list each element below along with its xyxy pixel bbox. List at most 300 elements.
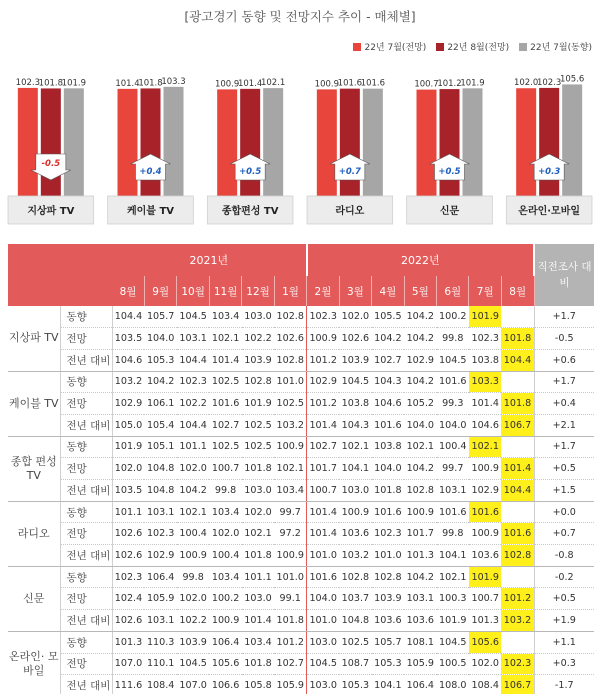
value-cell: 104.4 <box>177 349 209 371</box>
value-cell: 101.8 <box>274 610 306 632</box>
bar-value-label: 105.6 <box>559 74 585 85</box>
bar-chart <box>0 34 600 230</box>
bar-value-label: 100.7 <box>414 79 439 90</box>
value-cell: 101.6 <box>372 501 404 523</box>
value-cell: 101.6 <box>437 371 469 393</box>
value-cell: 101.7 <box>307 458 339 480</box>
value-cell: 105.2 <box>404 393 436 415</box>
value-cell: 100.9 <box>339 501 371 523</box>
value-cell: 102.6 <box>339 328 371 350</box>
value-cell: 106.4 <box>404 675 436 694</box>
value-cell: 101.7 <box>404 523 436 545</box>
table-row <box>8 436 594 458</box>
value-cell: 102.3 <box>469 328 501 350</box>
prev-diff-cell: +1.9 <box>534 610 594 632</box>
value-cell: 102.9 <box>112 393 144 415</box>
value-cell: 102.1 <box>437 566 469 588</box>
value-cell: 105.7 <box>144 306 176 328</box>
value-cell: 102.1 <box>242 523 274 545</box>
value-cell: 103.0 <box>339 480 371 502</box>
metric-label: 전년 대비 <box>60 610 112 632</box>
prev-diff-cell: +2.1 <box>534 414 594 436</box>
value-cell: 99.8 <box>437 328 469 350</box>
value-cell: 102.9 <box>307 371 339 393</box>
value-cell: 100.9 <box>274 436 306 458</box>
prev-diff-cell: +1.5 <box>534 480 594 502</box>
value-cell: 102.7 <box>372 349 404 371</box>
value-cell: 102.0 <box>209 523 241 545</box>
value-cell: 104.0 <box>437 414 469 436</box>
value-cell: 102.1 <box>274 458 306 480</box>
value-cell: 104.2 <box>177 480 209 502</box>
bar-value-label: 100.9 <box>214 79 240 90</box>
value-cell: 104.8 <box>339 610 371 632</box>
value-cell: 104.8 <box>144 458 176 480</box>
value-cell: 101.6 <box>307 566 339 588</box>
value-cell: 103.1 <box>144 610 176 632</box>
table-row <box>8 631 594 653</box>
metric-label: 동향 <box>60 436 112 458</box>
value-cell: 102.3 <box>501 653 534 675</box>
bar-value-label: 102.3 <box>536 77 562 88</box>
value-cell: 101.6 <box>469 501 501 523</box>
value-cell: 99.8 <box>177 566 209 588</box>
month-header: 11월 <box>209 276 241 306</box>
value-cell: 100.4 <box>209 545 241 567</box>
value-cell: 99.8 <box>209 480 241 502</box>
change-label: +0.5 <box>239 167 262 177</box>
value-cell: 101.9 <box>469 306 501 328</box>
value-cell: 102.0 <box>112 458 144 480</box>
category-label: 종합편성 TV <box>221 206 279 217</box>
value-cell: 104.0 <box>144 328 176 350</box>
value-cell: 102.8 <box>274 306 306 328</box>
category-label: 지상파 TV <box>27 206 75 217</box>
value-cell: 108.4 <box>144 675 176 694</box>
month-header: 6월 <box>437 276 469 306</box>
year-2022-header: 2022년 <box>307 244 534 276</box>
month-header: 8월 <box>501 276 534 306</box>
value-cell: 106.6 <box>209 675 241 694</box>
chart-title: [광고경기 동향 및 전망지수 추이 - 매체별] <box>184 9 416 24</box>
value-cell: 105.0 <box>112 414 144 436</box>
table-row <box>8 566 594 588</box>
value-cell: 103.2 <box>501 610 534 632</box>
value-cell: 101.6 <box>437 501 469 523</box>
media-label: 온라인· 모바일 <box>8 631 60 694</box>
bar <box>463 88 483 196</box>
value-cell: 103.9 <box>242 349 274 371</box>
value-cell: 102.6 <box>274 328 306 350</box>
value-cell: 102.1 <box>177 501 209 523</box>
value-cell <box>501 371 534 393</box>
value-cell: 99.8 <box>437 523 469 545</box>
value-cell: 101.0 <box>372 545 404 567</box>
value-cell: 108.7 <box>339 653 371 675</box>
prev-diff-cell: +0.3 <box>534 653 594 675</box>
metric-label: 전망 <box>60 328 112 350</box>
value-cell: 104.5 <box>177 653 209 675</box>
value-cell: 102.8 <box>242 371 274 393</box>
value-cell: 102.7 <box>274 653 306 675</box>
change-label: +0.3 <box>538 167 561 177</box>
value-cell: 100.9 <box>209 610 241 632</box>
value-cell: 100.5 <box>437 653 469 675</box>
value-cell: 108.4 <box>469 675 501 694</box>
month-header: 5월 <box>404 276 436 306</box>
value-cell: 100.9 <box>274 545 306 567</box>
metric-label: 전년 대비 <box>60 545 112 567</box>
bar <box>263 88 283 196</box>
value-cell: 102.1 <box>209 328 241 350</box>
value-cell: 105.9 <box>274 675 306 694</box>
value-cell: 101.9 <box>469 566 501 588</box>
change-label: +0.4 <box>139 167 162 177</box>
value-cell: 103.9 <box>372 588 404 610</box>
value-cell: 108.0 <box>437 675 469 694</box>
value-cell: 104.2 <box>404 566 436 588</box>
value-cell: 102.7 <box>307 436 339 458</box>
year-2021-header: 2021년 <box>112 244 307 276</box>
bar-value-label: 101.9 <box>460 78 485 89</box>
value-cell: 104.1 <box>437 545 469 567</box>
bar-chart-svg <box>0 34 600 230</box>
value-cell: 107.0 <box>112 653 144 675</box>
value-cell: 104.5 <box>437 349 469 371</box>
metric-label: 전년 대비 <box>60 480 112 502</box>
table-row <box>8 675 594 694</box>
bar-value-label: 102.3 <box>15 77 41 88</box>
value-cell: 97.2 <box>274 523 306 545</box>
value-cell: 101.8 <box>501 328 534 350</box>
value-cell: 103.2 <box>339 545 371 567</box>
value-cell: 101.4 <box>242 610 274 632</box>
value-cell: 103.0 <box>307 631 339 653</box>
value-cell: 101.6 <box>501 523 534 545</box>
value-cell: 100.7 <box>307 480 339 502</box>
change-label: +0.7 <box>338 167 361 177</box>
value-cell: 102.9 <box>144 545 176 567</box>
value-cell: 103.4 <box>209 306 241 328</box>
prev-diff-cell: +0.6 <box>534 349 594 371</box>
value-cell: 99.3 <box>437 393 469 415</box>
value-cell: 102.2 <box>242 328 274 350</box>
value-cell: 104.1 <box>372 675 404 694</box>
value-cell: 104.2 <box>404 328 436 350</box>
data-table <box>8 244 594 694</box>
bar <box>417 90 437 196</box>
value-cell: 102.3 <box>144 523 176 545</box>
value-cell: 103.7 <box>339 588 371 610</box>
value-cell: 102.3 <box>177 371 209 393</box>
table-row <box>8 414 594 436</box>
value-cell: 102.6 <box>112 523 144 545</box>
bar-value-label: 101.4 <box>115 78 140 89</box>
value-cell: 104.3 <box>372 371 404 393</box>
month-header: 4월 <box>372 276 404 306</box>
table-row <box>8 371 594 393</box>
bar <box>18 88 38 196</box>
value-cell: 100.9 <box>177 545 209 567</box>
value-cell: 102.0 <box>177 588 209 610</box>
value-cell: 102.5 <box>339 631 371 653</box>
index-table <box>8 244 594 693</box>
value-cell: 104.6 <box>372 393 404 415</box>
value-cell: 102.5 <box>242 414 274 436</box>
value-cell: 101.6 <box>209 393 241 415</box>
value-cell: 106.7 <box>501 675 534 694</box>
value-cell: 104.2 <box>404 306 436 328</box>
value-cell: 100.9 <box>307 328 339 350</box>
prev-diff-cell: +0.4 <box>534 393 594 415</box>
value-cell: 100.9 <box>469 458 501 480</box>
value-cell: 101.4 <box>209 349 241 371</box>
value-cell: 101.4 <box>501 458 534 480</box>
value-cell <box>501 306 534 328</box>
value-cell: 104.3 <box>339 414 371 436</box>
value-cell: 104.5 <box>307 653 339 675</box>
table-row <box>8 501 594 523</box>
value-cell: 101.4 <box>307 414 339 436</box>
value-cell: 104.4 <box>501 480 534 502</box>
value-cell: 104.6 <box>469 414 501 436</box>
bar <box>64 88 84 196</box>
value-cell: 102.5 <box>209 371 241 393</box>
metric-label: 전망 <box>60 588 112 610</box>
table-row <box>8 610 594 632</box>
change-label: +0.5 <box>438 167 461 177</box>
value-cell: 105.6 <box>209 653 241 675</box>
value-cell: 99.7 <box>274 501 306 523</box>
value-cell: 104.2 <box>372 328 404 350</box>
legend-label: 22년 8월(전망) <box>447 43 510 53</box>
metric-label: 동향 <box>60 566 112 588</box>
table-row <box>8 653 594 675</box>
bar-value-label: 102.0 <box>513 78 539 89</box>
value-cell: 105.9 <box>144 588 176 610</box>
value-cell: 110.3 <box>144 631 176 653</box>
value-cell: 105.3 <box>144 349 176 371</box>
value-cell: 107.0 <box>177 675 209 694</box>
value-cell: 99.7 <box>437 458 469 480</box>
table-row <box>8 458 594 480</box>
value-cell: 104.5 <box>177 306 209 328</box>
value-cell: 103.8 <box>469 349 501 371</box>
value-cell: 103.1 <box>144 501 176 523</box>
category-label: 온라인·모바일 <box>518 206 581 217</box>
bar-value-label: 101.4 <box>237 78 263 89</box>
bar <box>164 87 184 196</box>
value-cell: 101.2 <box>307 393 339 415</box>
bar-value-label: 101.8 <box>138 78 163 89</box>
metric-label: 전망 <box>60 523 112 545</box>
bar-value-label: 101.6 <box>360 78 386 89</box>
table-row <box>8 480 594 502</box>
month-header: 9월 <box>144 276 176 306</box>
value-cell: 103.0 <box>242 588 274 610</box>
legend-label: 22년 7월(전망) <box>364 43 427 53</box>
value-cell: 101.9 <box>437 610 469 632</box>
value-cell: 104.4 <box>112 306 144 328</box>
table-row <box>8 588 594 610</box>
value-cell: 103.1 <box>177 328 209 350</box>
value-cell: 101.0 <box>307 610 339 632</box>
value-cell <box>501 436 534 458</box>
value-cell: 105.9 <box>404 653 436 675</box>
value-cell: 103.4 <box>209 501 241 523</box>
value-cell: 102.7 <box>209 414 241 436</box>
value-cell: 102.6 <box>112 545 144 567</box>
value-cell: 104.0 <box>404 414 436 436</box>
value-cell: 106.4 <box>209 631 241 653</box>
value-cell: 103.6 <box>404 610 436 632</box>
bar <box>562 84 582 196</box>
value-cell: 102.5 <box>242 436 274 458</box>
value-cell: 104.1 <box>339 458 371 480</box>
value-cell: 101.1 <box>177 436 209 458</box>
value-cell: 102.9 <box>404 349 436 371</box>
prev-diff-cell: -0.5 <box>534 328 594 350</box>
value-cell: 102.0 <box>177 458 209 480</box>
value-cell: 103.1 <box>437 480 469 502</box>
table-row <box>8 328 594 350</box>
prev-diff-cell: +0.0 <box>534 501 594 523</box>
value-cell: 105.3 <box>372 653 404 675</box>
value-cell: 102.3 <box>112 566 144 588</box>
value-cell: 101.3 <box>469 610 501 632</box>
value-cell <box>501 631 534 653</box>
value-cell: 100.9 <box>469 523 501 545</box>
bar <box>217 89 237 196</box>
value-cell: 103.3 <box>469 371 501 393</box>
value-cell: 100.4 <box>437 436 469 458</box>
value-cell: 104.2 <box>404 458 436 480</box>
value-cell: 111.6 <box>112 675 144 694</box>
value-cell: 105.4 <box>144 414 176 436</box>
metric-label: 전년 대비 <box>60 349 112 371</box>
bar-value-label: 101.9 <box>61 78 87 89</box>
value-cell: 106.4 <box>144 566 176 588</box>
value-cell: 103.2 <box>112 371 144 393</box>
value-cell: 104.8 <box>144 480 176 502</box>
metric-label: 전년 대비 <box>60 675 112 694</box>
value-cell: 106.7 <box>501 414 534 436</box>
bar <box>516 88 536 196</box>
value-cell: 102.8 <box>501 545 534 567</box>
bar-value-label: 100.9 <box>314 79 340 90</box>
value-cell <box>501 566 534 588</box>
value-cell: 102.4 <box>112 588 144 610</box>
value-cell: 100.2 <box>209 588 241 610</box>
value-cell: 101.3 <box>112 631 144 653</box>
value-cell: 100.7 <box>469 588 501 610</box>
value-cell: 102.1 <box>469 436 501 458</box>
bar-value-label: 101.2 <box>437 79 462 90</box>
value-cell: 101.3 <box>404 545 436 567</box>
value-cell: 104.5 <box>339 371 371 393</box>
value-cell: 105.7 <box>372 631 404 653</box>
legend-label: 22년 7월(동향) <box>530 43 592 53</box>
media-label: 종합 편성 TV <box>8 436 60 501</box>
prev-diff-cell: -1.7 <box>534 675 594 694</box>
value-cell: 102.5 <box>209 436 241 458</box>
value-cell: 101.2 <box>274 631 306 653</box>
value-cell: 101.8 <box>372 480 404 502</box>
value-cell: 101.9 <box>242 393 274 415</box>
value-cell: 103.9 <box>177 631 209 653</box>
value-cell: 101.2 <box>501 588 534 610</box>
value-cell: 101.8 <box>242 653 274 675</box>
bar <box>118 89 138 196</box>
value-cell: 100.4 <box>177 523 209 545</box>
metric-label: 동향 <box>60 631 112 653</box>
value-cell: 103.2 <box>274 414 306 436</box>
month-header: 8월 <box>112 276 144 306</box>
value-cell: 104.4 <box>501 349 534 371</box>
value-cell: 102.6 <box>112 610 144 632</box>
month-header: 10월 <box>177 276 209 306</box>
value-cell: 100.3 <box>437 588 469 610</box>
prev-diff-cell: +1.1 <box>534 631 594 653</box>
table-row <box>8 349 594 371</box>
month-header: 2월 <box>307 276 339 306</box>
prev-diff-cell: +1.7 <box>534 436 594 458</box>
value-cell: 102.8 <box>339 566 371 588</box>
value-cell: 104.0 <box>307 588 339 610</box>
value-cell: 105.6 <box>469 631 501 653</box>
table-row <box>8 545 594 567</box>
month-header: 1월 <box>274 276 306 306</box>
value-cell: 103.5 <box>112 480 144 502</box>
value-cell: 102.8 <box>274 349 306 371</box>
value-cell: 101.4 <box>469 393 501 415</box>
table-row <box>8 523 594 545</box>
value-cell: 110.1 <box>144 653 176 675</box>
value-cell: 104.0 <box>372 458 404 480</box>
value-cell: 99.1 <box>274 588 306 610</box>
prev-compare-header: 직전조사 대비 <box>534 244 594 306</box>
media-label: 라디오 <box>8 501 60 566</box>
value-cell: 101.0 <box>274 371 306 393</box>
value-cell: 101.0 <box>274 566 306 588</box>
value-cell: 103.0 <box>242 306 274 328</box>
value-cell: 104.5 <box>437 631 469 653</box>
metric-label: 전망 <box>60 393 112 415</box>
bar-value-label: 103.3 <box>161 76 186 87</box>
prev-diff-cell: +1.7 <box>534 306 594 328</box>
table-row <box>8 393 594 415</box>
value-cell: 101.2 <box>307 349 339 371</box>
value-cell: 105.8 <box>242 675 274 694</box>
change-label: -0.5 <box>41 159 61 169</box>
media-label: 신문 <box>8 566 60 631</box>
value-cell: 103.6 <box>339 523 371 545</box>
metric-label: 전년 대비 <box>60 414 112 436</box>
value-cell: 103.0 <box>242 480 274 502</box>
bar <box>363 89 383 196</box>
value-cell: 101.4 <box>307 523 339 545</box>
value-cell: 102.0 <box>469 653 501 675</box>
header-blank <box>8 244 112 306</box>
value-cell: 102.5 <box>274 393 306 415</box>
value-cell: 102.2 <box>177 393 209 415</box>
value-cell: 104.6 <box>112 349 144 371</box>
metric-label: 동향 <box>60 371 112 393</box>
table-row <box>8 306 594 328</box>
value-cell: 101.8 <box>242 458 274 480</box>
value-cell: 101.8 <box>242 545 274 567</box>
media-label: 케이블 TV <box>8 371 60 436</box>
